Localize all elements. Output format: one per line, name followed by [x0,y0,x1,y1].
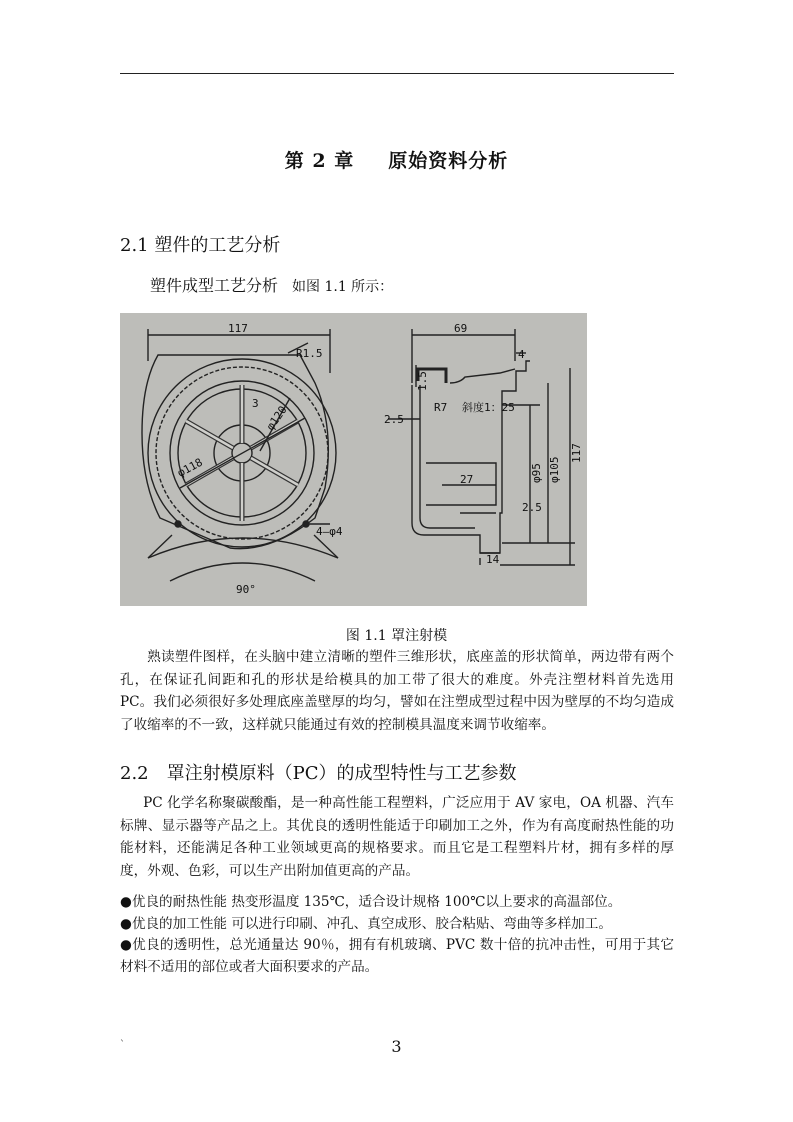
bullet-item: ●优良的透明性，总光通量达 90％，拥有有机玻璃、PVC 数十倍的抗冲击性，可用于其它材料不适用的部位或者大面积要求的产品。 [120,937,674,975]
dim-phi118: φ118 [175,455,205,480]
subsection-title: 塑件成型工艺分析 [150,276,279,295]
section-heading-2-2: 2.2 罩注射模原料（PC）的成型特性与工艺参数 [120,763,517,784]
subsection-heading [150,273,393,296]
dim-117-side: 117 [570,443,583,463]
dim-1-5: 1.5 [416,371,429,391]
dim-69: 69 [454,322,468,335]
header-rule [120,73,674,74]
figure-reference: 如图 1.1 所示： [292,279,394,295]
dim-r1-5: R1.5 [296,347,323,360]
dim-3: 3 [252,397,259,410]
dim-117-front: 117 [228,322,248,335]
paragraph-1: 熟读塑件图样，在头脑中建立清晰的塑件三维形状，底座盖的形状简单，两边带有两个孔，在保证孔间距和孔的形状是给模具的加工带了很大的难度。外壳注塑材料首先选用 PC。我们必须很好多处理底座盖壁厚的均匀，譬如在注塑成型过程中因为壁厚的不均匀造成了收缩率的不一致，这样就只能通过有效的控制模具温度来调节收缩率。 [120,649,674,733]
dim-14: 14 [486,553,500,566]
figure-technical-drawing [120,313,587,606]
bullet-item: ●优良的耐热性能 热变形温度 135℃，适合设计规格 100℃以上要求的高温部位。 [120,894,622,910]
drawing-svg [120,313,587,606]
dim-phi95: φ95 [530,463,543,483]
bullet-list [120,892,674,978]
dim-phi120: φ120 [263,403,290,433]
chapter-label: 第 2 章 [284,150,355,172]
dim-r7: R7 [434,401,448,414]
dim-phi105: φ105 [548,456,561,483]
dim-27: 27 [460,473,474,486]
dim-4-phi4: 4—φ4 [316,525,343,538]
figure-caption: 图 1.1 罩注射模 [345,628,448,644]
dim-2-5-right: 2.5 [522,501,542,514]
chapter-heading [0,146,793,173]
section-heading-2-1: 2.1 塑件的工艺分析 [120,235,281,256]
dim-2-5-left: 2.5 [384,413,404,426]
footer-mark: ` [120,1040,125,1051]
chapter-title: 原始资料分析 [388,150,509,172]
dim-90-deg: 90° [236,583,256,596]
paragraph-2: PC 化学名称聚碳酸酯，是一种高性能工程塑料，广泛应用于 AV 家电，OA 机器、汽车标牌、显示器等产品之上。其优良的透明性能适于印刷加工之外，作为有高度耐热性能的功能材料，还能满足各种工业领域更高的规格要求。而且它是工程塑料片材，拥有多样的厚度，外观、色彩，可以生产出附加值更高的产品。 [120,795,674,879]
page-number: 3 [391,1037,402,1056]
dim-slope: 斜度1：25 [462,401,515,414]
dim-4: 4 [518,348,525,361]
bullet-item: ●优良的加工性能 可以进行印刷、冲孔、真空成形、胶合粘贴、弯曲等多样加工。 [120,915,612,932]
